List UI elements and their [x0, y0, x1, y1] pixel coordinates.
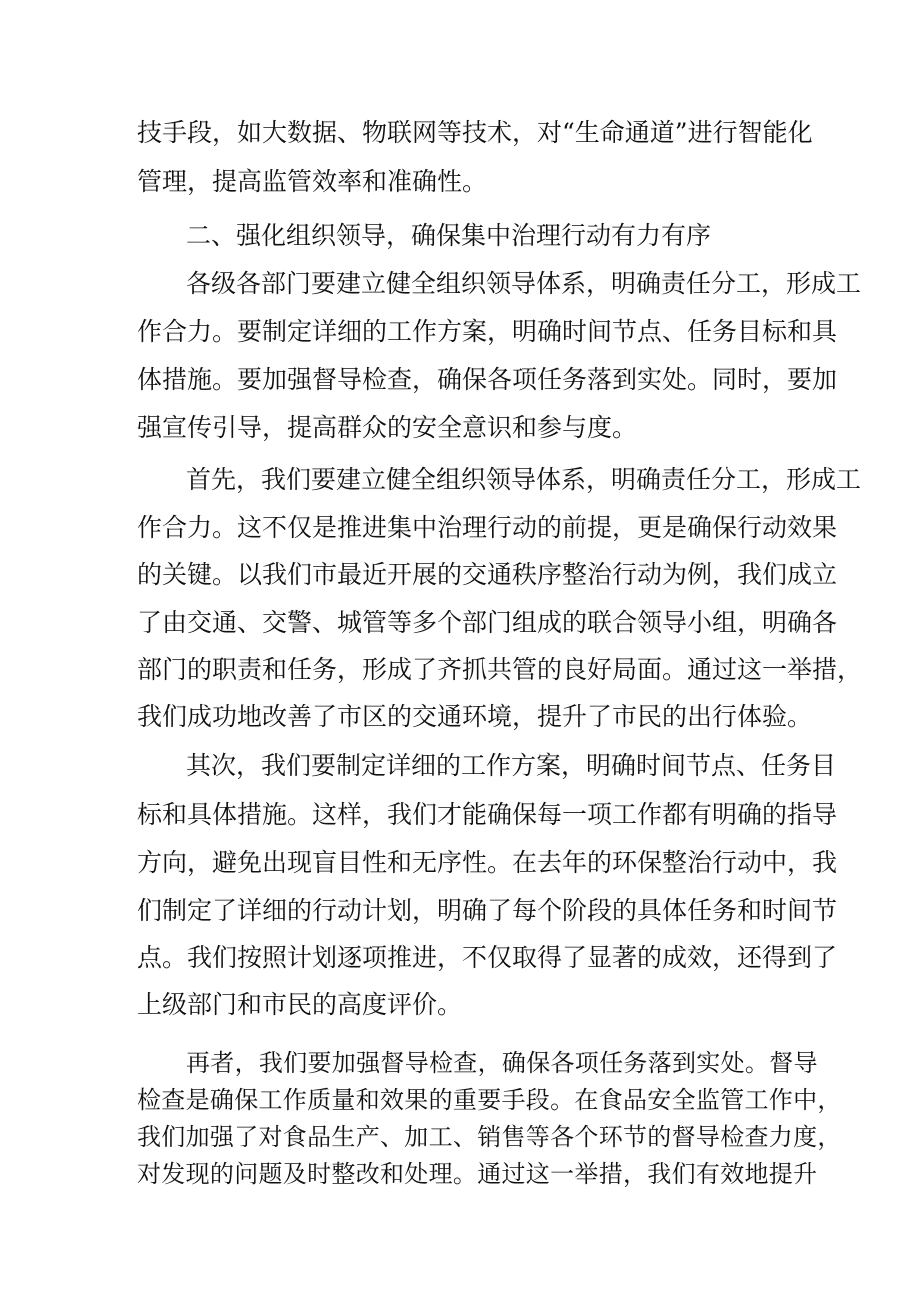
- body-text-line: 首先，我们要建立健全组织领导体系，明确责任分工，形成工: [186, 465, 862, 494]
- body-text-line: 部门的职责和任务，形成了齐抓共管的良好局面。通过这一举措，: [137, 655, 863, 684]
- body-text-line: 其次，我们要制定详细的工作方案，明确时间节点、任务目: [186, 751, 837, 780]
- body-text-line: 检查是确保工作质量和效果的重要手段。在食品安全监管工作中，: [137, 1086, 842, 1114]
- body-text-line: 强宣传引导，提高群众的安全意识和参与度。: [137, 413, 638, 442]
- body-text-line: 标和具体措施。这样，我们才能确保每一项工作都有明确的指导: [137, 800, 838, 829]
- body-text-line: 方向，避免出现盲目性和无序性。在去年的环保整治行动中，我: [137, 848, 838, 877]
- body-text-line: 了由交通、交警、城管等多个部门组成的联合领导小组，明确各: [137, 608, 838, 637]
- body-text-line: 我们成功地改善了市区的交通环境，提升了市民的出行体验。: [137, 702, 813, 731]
- body-text-line: 作合力。这不仅是推进集中治理行动的前提，更是确保行动效果: [137, 513, 838, 542]
- body-text-line: 再者，我们要加强督导检查，确保各项任务落到实处。督导: [186, 1049, 818, 1077]
- body-text-line: 上级部门和市民的高度评价。: [137, 990, 463, 1019]
- body-text-line: 体措施。要加强督导检查，确保各项任务落到实处。同时，要加: [137, 365, 838, 394]
- body-text-line: 我们加强了对食品生产、加工、销售等各个环节的督导检查力度，: [137, 1123, 842, 1151]
- body-text-line: 的关键。以我们市最近开展的交通秩序整治行动为例，我们成立: [137, 560, 838, 589]
- body-text-line: 管理，提高监管效率和准确性。: [137, 167, 488, 196]
- section-heading: 二、强化组织领导，确保集中治理行动有力有序: [186, 221, 712, 250]
- body-text-line: 对发现的问题及时整改和处理。通过这一举措，我们有效地提升: [137, 1160, 818, 1188]
- body-text-line: 技手段，如大数据、物联网等技术，对“生命通道”进行智能化: [137, 118, 813, 147]
- body-text-line: 点。我们按照计划逐项推进，不仅取得了显著的成效，还得到了: [137, 943, 838, 972]
- body-text-line: 作合力。要制定详细的工作方案，明确时间节点、任务目标和具: [137, 317, 838, 346]
- body-text-line: 各级各部门要建立健全组织领导体系，明确责任分工，形成工: [186, 269, 862, 298]
- body-text-line: 们制定了详细的行动计划，明确了每个阶段的具体任务和时间节: [137, 896, 838, 925]
